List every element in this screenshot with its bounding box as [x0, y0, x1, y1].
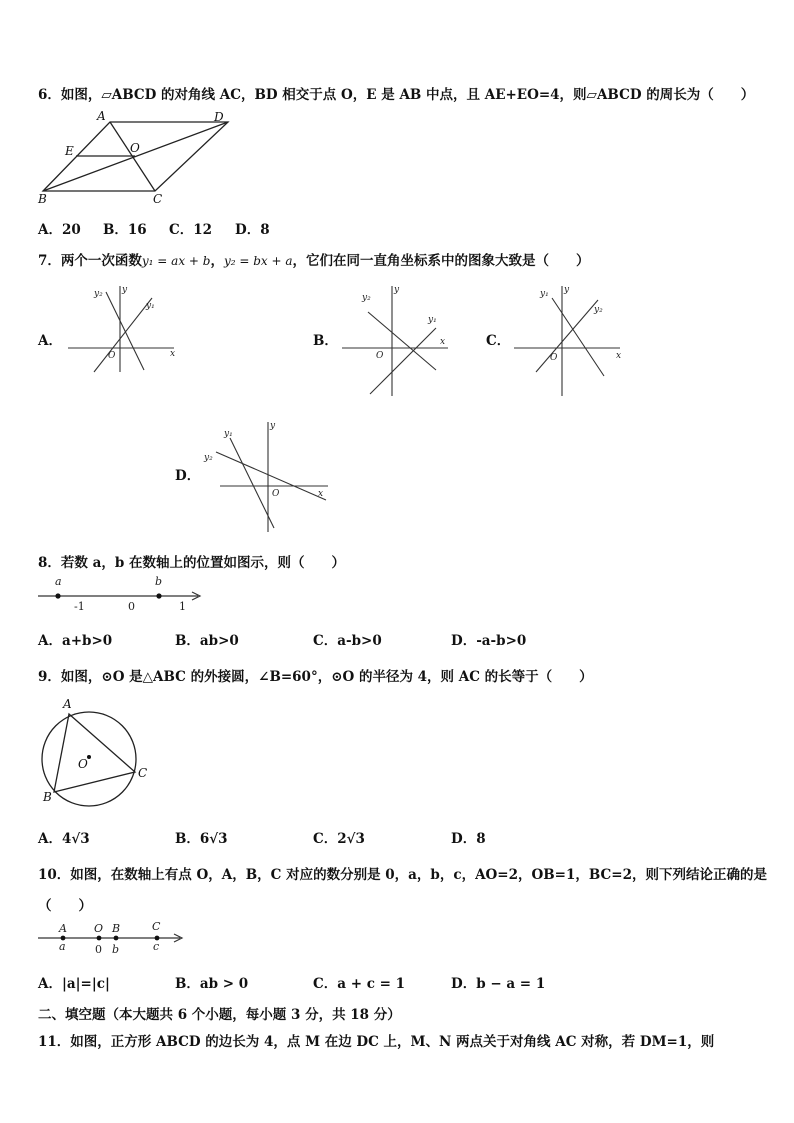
q7d-y-label: y	[270, 421, 276, 431]
q6-label-c: C	[153, 192, 163, 206]
q6-label-d: D	[214, 110, 224, 124]
q7d-y1-label: y₁	[224, 429, 233, 439]
q7-graph-b	[340, 284, 460, 399]
q7c-x-label: x	[616, 351, 622, 361]
q9-option-c: C．2√3	[313, 831, 365, 847]
q8-option-c: C．a-b>0	[313, 633, 382, 649]
q7d-o-label: O	[272, 489, 280, 499]
q8-option-a: A．a+b>0	[38, 633, 113, 649]
q7c-o-label: O	[550, 353, 558, 363]
q7-text-prefix: 7．两个一次函数	[38, 253, 142, 269]
q7-text	[38, 249, 590, 269]
q7c-y1-label: y₁	[540, 289, 549, 299]
q8-a-label: a	[55, 575, 62, 588]
q10-label-a-upper: A	[59, 922, 67, 935]
q7-graph-d	[200, 420, 335, 535]
section-2-heading: 二、填空题（本大题共 6 个小题，每小题 3 分，共 18 分）	[38, 1007, 401, 1023]
q10-option-c: C．a + c = 1	[313, 976, 406, 992]
q7b-y2-label: y₂	[362, 293, 371, 303]
q9-option-b: B．6√3	[175, 831, 228, 847]
q6-option-b: B．16	[103, 222, 147, 238]
q6-label-e: E	[65, 144, 74, 158]
q6-option-a: A．20	[38, 222, 81, 238]
q9-label-a: A	[63, 697, 72, 711]
q7b-x-label: x	[440, 337, 446, 347]
q10-number-line	[38, 918, 188, 958]
q10-option-a: A．|a|=|c|	[38, 976, 110, 992]
q7a-y2-label: y₂	[94, 289, 103, 299]
q6-label-b: B	[38, 192, 47, 206]
q6-label-a: A	[97, 109, 106, 123]
q8-option-d: D．-a-b>0	[451, 633, 527, 649]
q7c-y2-label: y₂	[594, 305, 603, 315]
q8-b-label: b	[155, 575, 163, 588]
q7d-x-label: x	[318, 489, 324, 499]
q7-option-a-label: A．	[38, 333, 62, 349]
q9-circle-figure	[38, 697, 153, 805]
q7b-y-label: y	[394, 285, 400, 295]
q7-text-suffix: ，它们在同一直角坐标系中的图象大致是（ ）	[292, 253, 590, 269]
q10-label-c-lower: c	[153, 940, 160, 953]
q10-label-c-upper: C	[152, 920, 161, 933]
q8-text: 8．若数 a，b 在数轴上的位置如图示，则（ ）	[38, 555, 345, 571]
q10-label-a-lower: a	[59, 940, 66, 953]
q7-separator: ，	[210, 253, 224, 269]
q7d-y2-label: y₂	[204, 453, 213, 463]
q10-label-b-lower: b	[112, 943, 120, 956]
q7-y1-formula: y₁ = ax + b	[141, 254, 211, 268]
q9-label-c: C	[138, 766, 148, 780]
q7-option-b-label: B．	[313, 333, 338, 349]
q7a-y1-label: y₁	[146, 301, 155, 311]
q7a-o-label: O	[108, 351, 116, 361]
q7-graph-a	[66, 284, 186, 374]
q6-text: 6．如图，▱ABCD 的对角线 AC，BD 相交于点 O，E 是 AB 中点，且 AE+EO=4，则▱ABCD 的周长为（ ）	[38, 87, 755, 103]
q9-text: 9．如图，⊙O 是△ABC 的外接圆，∠B=60°，⊙O 的半径为 4，则 AC 的长等于（ ）	[38, 669, 593, 685]
q6-label-o: O	[130, 141, 140, 155]
q6-option-c: C．12	[169, 222, 213, 238]
q10-label-o-upper: O	[94, 922, 104, 935]
q10-label-zero: 0	[95, 943, 102, 956]
q9-label-b: B	[43, 790, 52, 804]
q7-y2-formula: y₂ = bx + a	[223, 254, 293, 268]
q10-text-line1: 10．如图，在数轴上有点 O，A，B，C 对应的数分别是 0，a，b，c，AO=2，OB=1，BC=2，则下列结论正确的是	[38, 867, 767, 883]
q8-number-line	[38, 572, 208, 614]
q11-text: 11．如图，正方形 ABCD 的边长为 4，点 M 在边 DC 上，M、N 两点关于对角线 AC 对称，若 DM=1，则	[38, 1034, 715, 1050]
q8-tick-1: 1	[179, 600, 186, 613]
q8-tick-0: 0	[128, 600, 135, 613]
q6-option-d: D．8	[235, 222, 270, 238]
q7b-o-label: O	[376, 351, 384, 361]
q8-tick-neg1: -1	[74, 600, 85, 613]
q9-label-o: O	[78, 757, 88, 771]
q9-option-d: D．8	[451, 831, 486, 847]
q7-graph-c	[512, 284, 632, 399]
q7b-y1-label: y₁	[428, 315, 437, 325]
q7c-y-label: y	[564, 285, 570, 295]
q7a-x-label: x	[170, 349, 176, 359]
q7a-y-label: y	[122, 285, 128, 295]
q10-option-d: D．b − a = 1	[451, 976, 546, 992]
q10-option-b: B．ab > 0	[175, 976, 249, 992]
q7-option-c-label: C．	[486, 333, 511, 349]
q7-option-d-label: D．	[175, 468, 201, 484]
q9-option-a: A．4√3	[38, 831, 90, 847]
q10-text-line2: （ ）	[38, 898, 92, 914]
q10-label-b-upper: B	[112, 922, 121, 935]
q8-option-b: B．ab>0	[175, 633, 239, 649]
q6-parallelogram-figure	[38, 108, 238, 208]
